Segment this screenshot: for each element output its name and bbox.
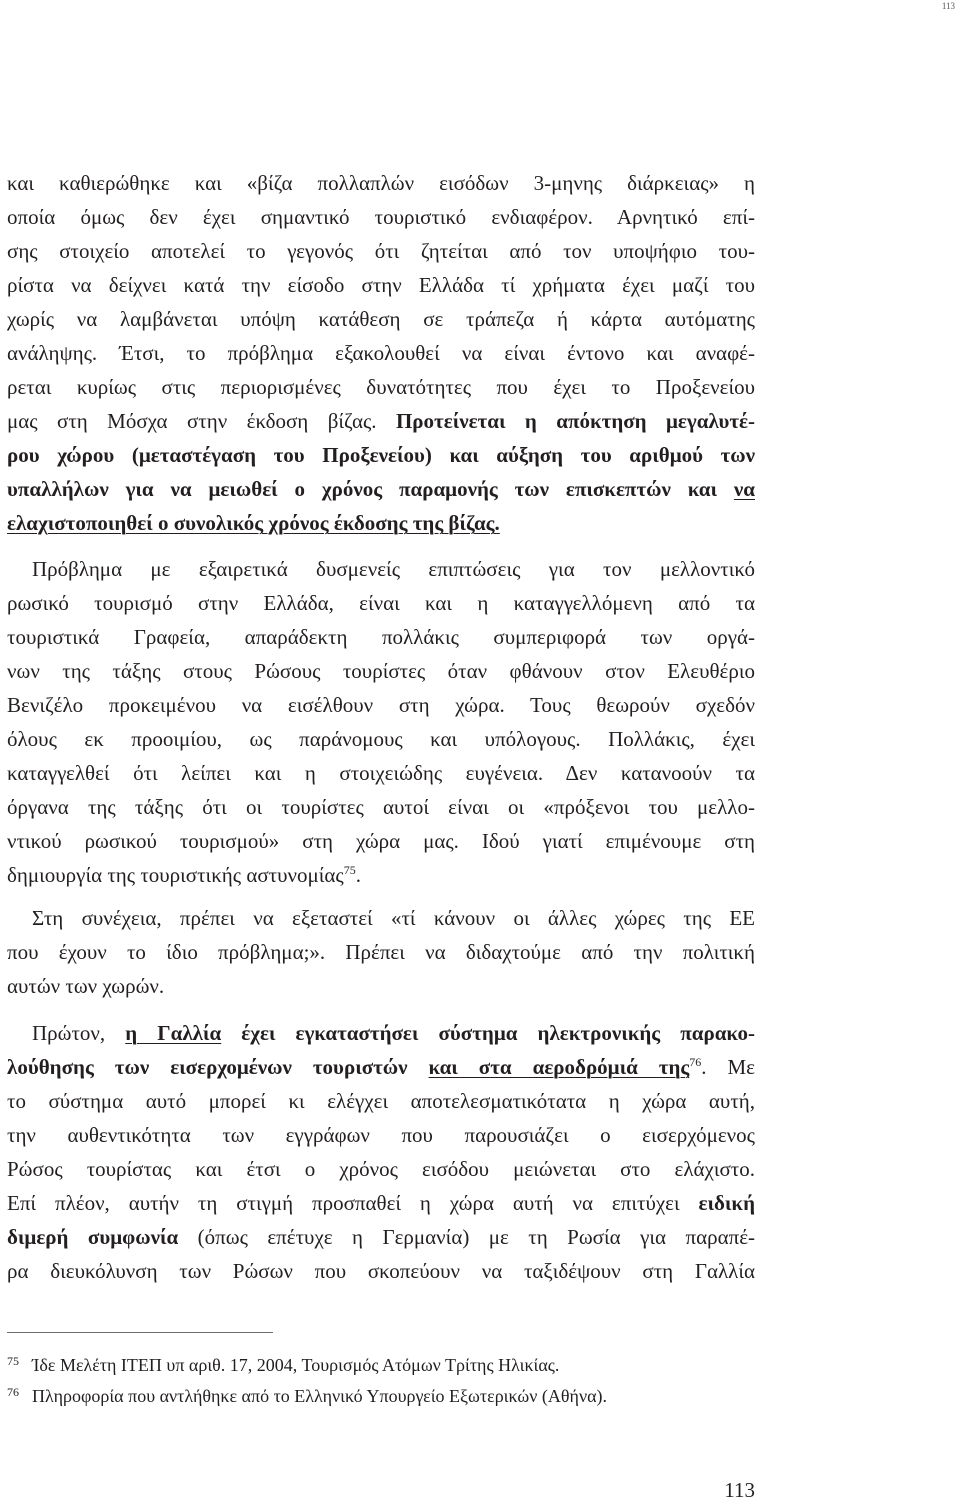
underlined-bold-text: και στα αεροδρόμιά της <box>428 1055 690 1079</box>
bold-text: έχει εγκαταστήσει σύστημα ηλεκτρονικής παρακο- <box>221 1021 755 1045</box>
header-page-number: 113 <box>941 1 955 11</box>
text-line: καταγγελθεί ότι λείπει και η στοιχειώδης ευγένεια. Δεν κατανοούν τα <box>7 761 755 785</box>
text-line: ρα διευκόλυνση των Ρώσων που σκοπεύουν να ταξιδέψουν στη Γαλλία <box>7 1259 755 1283</box>
text-line: ρωσικό τουρισμό στην Ελλάδα, είναι και η καταγγελλόμενη από τα <box>7 591 755 615</box>
text-line: το σύστημα αυτό μπορεί κι ελέγχει αποτελεσματικότατα η χώρα αυτή, <box>7 1089 755 1113</box>
footnote <box>7 1382 755 1413</box>
text-line <box>7 1050 755 1084</box>
text-run: μας στη Μόσχα στην έκδοση βίζας. <box>7 409 396 433</box>
footnote-text: Πληροφορία που αντλήθηκε από το Ελληνικό Υπουργείο Εξωτερικών (Αθήνα). <box>32 1386 608 1406</box>
footnote-text: Ίδε Μελέτη ΙΤΕΠ υπ αριθ. 17, 2004, Τουρισμός Ατόμων Τρίτης Ηλικίας. <box>32 1355 560 1375</box>
underlined-bold-text: να <box>733 477 755 501</box>
text-run: Επί πλέον, αυτήν τη στιγμή προσπαθεί η χώρα αυτή να επιτύχει <box>7 1191 699 1215</box>
footnote <box>7 1351 755 1382</box>
text-run: . Με <box>701 1055 755 1079</box>
text-line <box>7 1220 755 1254</box>
text-line: ρεται κυρίως στις περιορισμένες δυνατότητες που έχει το Προξενείου <box>7 375 755 399</box>
bold-text: ειδική <box>698 1191 755 1215</box>
underlined-bold-text: ελαχιστοποιηθεί ο συνολικός χρόνος έκδοσης της βίζας. <box>7 511 500 535</box>
text-line: τουριστικά Γραφεία, απαράδεκτη πολλάκις συμπεριφορά των οργά- <box>7 625 755 649</box>
bold-text: ρου χώρου (μεταστέγαση του Προξενείου) και αύξηση του αριθμού των <box>7 443 755 467</box>
footnote-number: 76 <box>7 1385 19 1399</box>
text-line: Στη συνέχεια, πρέπει να εξεταστεί «τί κάνουν οι άλλες χώρες της ΕΕ <box>32 906 755 930</box>
text-line: Βενιζέλο προκειμένου να εισέλθουν στη χώρα. Τους θεωρούν σχεδόν <box>7 693 755 717</box>
paragraph-3 <box>7 901 755 1003</box>
paragraph-1 <box>7 166 755 540</box>
bold-text: διμερή συμφωνία <box>7 1225 179 1249</box>
footnote-separator <box>7 1332 273 1333</box>
footnote-ref: 75 <box>343 863 356 877</box>
page-number: 113 <box>724 1478 755 1502</box>
text-line: ανάληψης. Έτσι, το πρόβλημα εξακολουθεί να είναι έντονο και αναφέ- <box>7 341 755 365</box>
bold-text: λούθησης των εισερχομένων τουριστών <box>7 1055 429 1079</box>
underlined-bold-text: η Γαλλία <box>125 1021 222 1045</box>
text-line <box>7 404 755 438</box>
text-line: όργανα της τάξης ότι οι τουρίστες αυτοί είναι οι «πρόξενοι του μελλο- <box>7 795 755 819</box>
bold-text: υπαλλήλων για να μειωθεί ο χρόνος παραμονής των επισκεπτών και <box>7 477 734 501</box>
text-run: . <box>355 863 361 887</box>
text-line: σης στοιχείο αποτελεί το γεγονός ότι ζητείται από τον υποψήφιο του- <box>7 239 755 263</box>
text-run: (όπως επέτυχε η Γερμανία) με τη Ρωσία για παραπέ- <box>178 1225 755 1249</box>
paragraph-4 <box>7 1016 755 1288</box>
text-line <box>7 506 755 540</box>
text-line: χωρίς να λαμβάνεται υπόψη κατάθεση σε τράπεζα ή κάρτα αυτόματης <box>7 307 755 331</box>
text-line: όλους εκ προοιμίου, ως παράνομους και υπόλογους. Πολλάκις, έχει <box>7 727 755 751</box>
text-line: ντικού ρωσικού τουρισμού» στη χώρα μας. Ιδού γιατί επιμένουμε στη <box>7 829 755 853</box>
bold-text: Προτείνεται η απόκτηση μεγαλυτέ- <box>395 409 755 433</box>
text-line: αυτών των χωρών. <box>7 974 165 998</box>
text-line <box>7 858 755 892</box>
footnotes <box>7 1351 755 1413</box>
text-line: που έχουν το ίδιο πρόβλημα;». Πρέπει να διδαχτούμε από την πολιτική <box>7 940 755 964</box>
footnote-number: 75 <box>7 1354 19 1368</box>
text-line: και καθιερώθηκε και «βίζα πολλαπλών εισόδων 3-μηνης διάρκειας» η <box>7 171 755 195</box>
text-line <box>7 1186 755 1220</box>
text-line: Ρώσος τουρίστας και έτσι ο χρόνος εισόδου μειώνεται στο ελάχιστο. <box>7 1157 755 1181</box>
text-line <box>7 472 755 506</box>
text-line: Πρόβλημα με εξαιρετικά δυσμενείς επιπτώσεις για τον μελλοντικό <box>32 557 755 581</box>
text-line <box>7 1016 755 1050</box>
paragraph-2 <box>7 552 755 892</box>
text-line: νων της τάξης στους Ρώσους τουρίστες όταν φθάνουν στον Ελευθέριο <box>7 659 755 683</box>
text-line <box>7 438 755 472</box>
text-line: οποία όμως δεν έχει σημαντικό τουριστικό ενδιαφέρον. Αρνητικό επί- <box>7 205 755 229</box>
text-line: ρίστα να δείχνει κατά την είσοδο στην Ελλάδα τί χρήματα έχει μαζί του <box>7 273 755 297</box>
footnote-ref: 76 <box>689 1055 702 1069</box>
text-run: Πρώτον, <box>32 1021 126 1045</box>
text-run: δημιουργία της τουριστικής αστυνομίας <box>7 863 344 887</box>
text-line: την αυθεντικότητα των εγγράφων που παρουσιάζει ο εισερχόμενος <box>7 1123 755 1147</box>
